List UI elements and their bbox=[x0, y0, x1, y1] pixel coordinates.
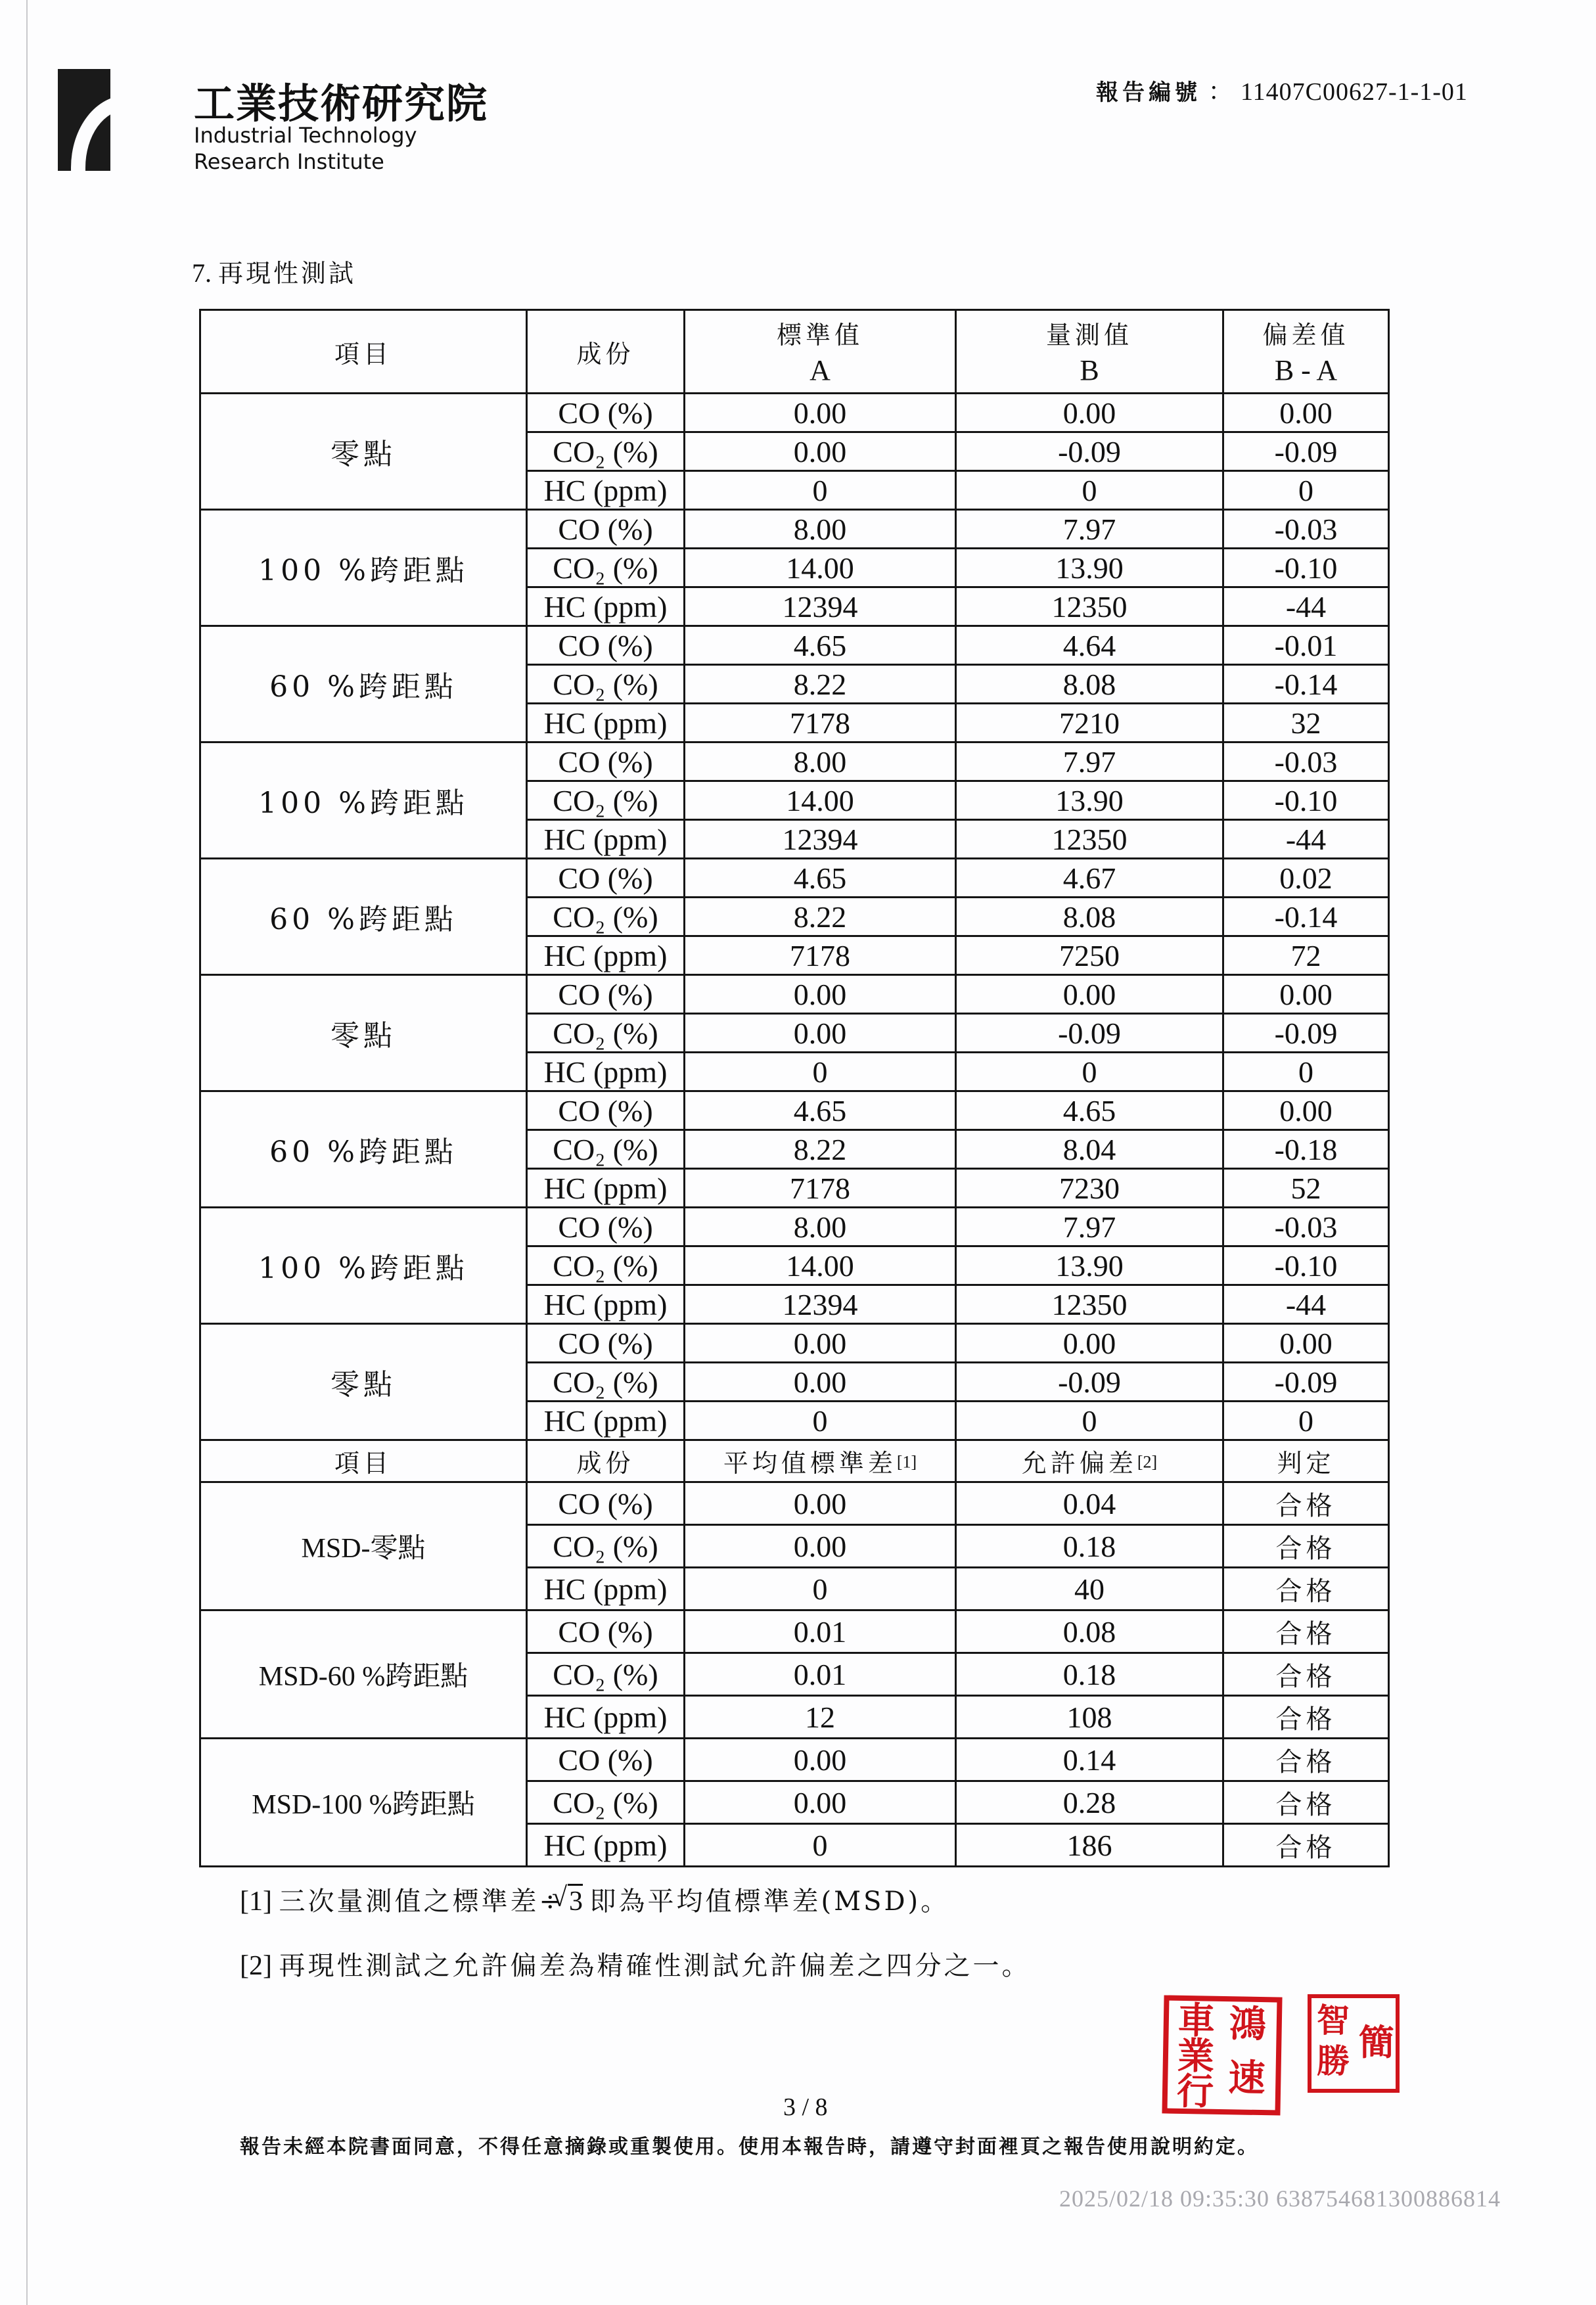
table-row bbox=[200, 859, 1389, 898]
deviation-value-cell: 0.00 bbox=[1223, 1091, 1389, 1130]
deviation-value-cell: -0.01 bbox=[1223, 626, 1389, 665]
measured-value-cell: 12350 bbox=[956, 1285, 1223, 1324]
report-number-label: 報告編號 bbox=[1096, 80, 1201, 106]
group-item-label: 零點 bbox=[200, 975, 527, 1091]
standard-value-cell: 4.65 bbox=[685, 1091, 956, 1130]
org-name-cn: 工業技術研究院 bbox=[194, 80, 489, 127]
deviation-value-cell: -0.18 bbox=[1223, 1130, 1389, 1169]
deviation-value-cell: -0.03 bbox=[1223, 510, 1389, 549]
footnote-1 bbox=[240, 1881, 949, 1918]
table-header-row bbox=[200, 310, 1389, 394]
standard-value-cell: 4.65 bbox=[685, 626, 956, 665]
verdict-cell: 合格 bbox=[1223, 1525, 1389, 1568]
header2-tolerance-ref: [2] bbox=[1137, 1452, 1158, 1472]
verdict-cell: 合格 bbox=[1223, 1824, 1389, 1867]
component-cell: CO (%) bbox=[527, 626, 685, 665]
standard-value-cell: 0.00 bbox=[685, 1363, 956, 1402]
deviation-value-cell: 0.00 bbox=[1223, 975, 1389, 1014]
section-title bbox=[192, 253, 356, 289]
personal-seal-stamp bbox=[1308, 1994, 1400, 2093]
measured-value-cell: 0 bbox=[956, 471, 1223, 510]
standard-value-cell: 8.22 bbox=[685, 898, 956, 936]
deviation-value-cell: -0.09 bbox=[1223, 432, 1389, 471]
deviation-value-cell: 0.00 bbox=[1223, 394, 1389, 432]
seal-char: 鴻 bbox=[1229, 2002, 1267, 2047]
table-row bbox=[200, 626, 1389, 665]
component-cell: CO₂ (%) bbox=[527, 1130, 685, 1169]
table-row bbox=[200, 1739, 1389, 1781]
deviation-value-cell: 0 bbox=[1223, 1402, 1389, 1440]
verdict-cell: 合格 bbox=[1223, 1781, 1389, 1824]
table-row bbox=[200, 1091, 1389, 1130]
msd-group-label: MSD-60 %跨距點 bbox=[200, 1610, 527, 1739]
component-cell: CO₂ (%) bbox=[527, 549, 685, 587]
header-deviation-sub: B - A bbox=[1274, 354, 1338, 386]
verdict-cell: 合格 bbox=[1223, 1482, 1389, 1525]
component-cell: CO₂ (%) bbox=[527, 1653, 685, 1696]
header-measured bbox=[956, 310, 1223, 394]
measured-value-cell: 7.97 bbox=[956, 1208, 1223, 1246]
msd-value-cell: 0.01 bbox=[685, 1653, 956, 1696]
header2-msd bbox=[685, 1440, 956, 1482]
component-cell: HC (ppm) bbox=[527, 1402, 685, 1440]
tolerance-value-cell: 0.28 bbox=[956, 1781, 1223, 1824]
header2-item: 項目 bbox=[200, 1440, 527, 1482]
reproducibility-table bbox=[199, 309, 1390, 1867]
org-name-en bbox=[194, 122, 417, 175]
sqrt-symbol bbox=[568, 1884, 583, 1917]
header2-tolerance bbox=[956, 1440, 1223, 1482]
group-item-label: 60 %跨距點 bbox=[200, 859, 527, 975]
measured-value-cell: 0.00 bbox=[956, 975, 1223, 1014]
group-item-label: 100 %跨距點 bbox=[200, 510, 527, 626]
verdict-cell: 合格 bbox=[1223, 1610, 1389, 1653]
deviation-value-cell: 72 bbox=[1223, 936, 1389, 975]
standard-value-cell: 8.00 bbox=[685, 742, 956, 781]
standard-value-cell: 0 bbox=[685, 1053, 956, 1091]
measured-value-cell: 7210 bbox=[956, 704, 1223, 742]
header2-msd-ref: [1] bbox=[896, 1452, 917, 1472]
standard-value-cell: 14.00 bbox=[685, 1246, 956, 1285]
verdict-cell: 合格 bbox=[1223, 1696, 1389, 1739]
verdict-cell: 合格 bbox=[1223, 1653, 1389, 1696]
company-seal-stamp bbox=[1162, 1995, 1282, 2115]
deviation-value-cell: 0 bbox=[1223, 1053, 1389, 1091]
group-item-label: 100 %跨距點 bbox=[200, 742, 527, 859]
header2-verdict: 判定 bbox=[1223, 1440, 1389, 1482]
standard-value-cell: 8.00 bbox=[685, 510, 956, 549]
table-row bbox=[200, 1610, 1389, 1653]
component-cell: CO (%) bbox=[527, 1482, 685, 1525]
component-cell: CO₂ (%) bbox=[527, 665, 685, 704]
tolerance-value-cell: 0.18 bbox=[956, 1525, 1223, 1568]
deviation-value-cell: -0.14 bbox=[1223, 898, 1389, 936]
component-cell: CO (%) bbox=[527, 1324, 685, 1363]
measured-value-cell: 0 bbox=[956, 1402, 1223, 1440]
msd-group-label: MSD-零點 bbox=[200, 1482, 527, 1610]
component-cell: CO (%) bbox=[527, 1739, 685, 1781]
component-cell: HC (ppm) bbox=[527, 1568, 685, 1610]
standard-value-cell: 14.00 bbox=[685, 549, 956, 587]
component-cell: HC (ppm) bbox=[527, 471, 685, 510]
tolerance-value-cell: 0.18 bbox=[956, 1653, 1223, 1696]
msd-value-cell: 0.00 bbox=[685, 1781, 956, 1824]
sqrt-radicand: 3 bbox=[569, 1886, 583, 1917]
table-row bbox=[200, 1482, 1389, 1525]
component-cell: CO (%) bbox=[527, 1208, 685, 1246]
measured-value-cell: 7250 bbox=[956, 936, 1223, 975]
seal-char: 業 bbox=[1177, 2034, 1215, 2078]
standard-value-cell: 14.00 bbox=[685, 781, 956, 820]
measured-value-cell: 8.08 bbox=[956, 898, 1223, 936]
tolerance-value-cell: 40 bbox=[956, 1568, 1223, 1610]
msd-value-cell: 12 bbox=[685, 1696, 956, 1739]
measured-value-cell: 7.97 bbox=[956, 510, 1223, 549]
deviation-value-cell: -44 bbox=[1223, 820, 1389, 859]
component-cell: HC (ppm) bbox=[527, 820, 685, 859]
header2-msd-label: 平均值標準差 bbox=[723, 1449, 897, 1478]
deviation-value-cell: 0.02 bbox=[1223, 859, 1389, 898]
component-cell: HC (ppm) bbox=[527, 1696, 685, 1739]
component-cell: HC (ppm) bbox=[527, 1169, 685, 1208]
standard-value-cell: 0 bbox=[685, 471, 956, 510]
seal-char: 勝 bbox=[1317, 2042, 1350, 2080]
component-cell: CO₂ (%) bbox=[527, 898, 685, 936]
seal-char: 速 bbox=[1227, 2056, 1265, 2101]
measured-value-cell: 0 bbox=[956, 1053, 1223, 1091]
measured-value-cell: 8.08 bbox=[956, 665, 1223, 704]
footnote-2-ref: [2] bbox=[240, 1951, 272, 1981]
group-item-label: 60 %跨距點 bbox=[200, 1091, 527, 1208]
print-timestamp: 2025/02/18 09:35:30 638754681300886814 bbox=[1059, 2185, 1501, 2212]
footnote-1-text-after: 即為平均值標準差(MSD)。 bbox=[589, 1886, 950, 1917]
group-item-label: 零點 bbox=[200, 1324, 527, 1440]
component-cell: CO (%) bbox=[527, 859, 685, 898]
itri-logo-icon bbox=[58, 69, 110, 171]
deviation-value-cell: -0.14 bbox=[1223, 665, 1389, 704]
deviation-value-cell: 32 bbox=[1223, 704, 1389, 742]
deviation-value-cell: 0 bbox=[1223, 471, 1389, 510]
measured-value-cell: 13.90 bbox=[956, 1246, 1223, 1285]
component-cell: CO (%) bbox=[527, 1091, 685, 1130]
component-cell: CO (%) bbox=[527, 510, 685, 549]
standard-value-cell: 12394 bbox=[685, 820, 956, 859]
standard-value-cell: 0.00 bbox=[685, 975, 956, 1014]
component-cell: CO₂ (%) bbox=[527, 1246, 685, 1285]
header-deviation-label: 偏差值 bbox=[1262, 321, 1350, 350]
measured-value-cell: 13.90 bbox=[956, 781, 1223, 820]
group-item-label: 60 %跨距點 bbox=[200, 626, 527, 742]
header-measured-label: 量測值 bbox=[1045, 321, 1133, 350]
measured-value-cell: 7230 bbox=[956, 1169, 1223, 1208]
deviation-value-cell: -44 bbox=[1223, 1285, 1389, 1324]
component-cell: CO₂ (%) bbox=[527, 1781, 685, 1824]
standard-value-cell: 0.00 bbox=[685, 432, 956, 471]
deviation-value-cell: -0.10 bbox=[1223, 781, 1389, 820]
footnote-1-ref: [1] bbox=[240, 1886, 272, 1917]
msd-value-cell: 0.00 bbox=[685, 1739, 956, 1781]
group-item-label: 100 %跨距點 bbox=[200, 1208, 527, 1324]
component-cell: HC (ppm) bbox=[527, 1053, 685, 1091]
component-cell: HC (ppm) bbox=[527, 704, 685, 742]
measured-value-cell: 7.97 bbox=[956, 742, 1223, 781]
component-cell: CO (%) bbox=[527, 1610, 685, 1653]
footnote-1-text-before: 三次量測值之標準差÷ bbox=[279, 1886, 564, 1917]
measured-value-cell: -0.09 bbox=[956, 1363, 1223, 1402]
deviation-value-cell: -0.09 bbox=[1223, 1014, 1389, 1053]
measured-value-cell: 4.67 bbox=[956, 859, 1223, 898]
standard-value-cell: 12394 bbox=[685, 587, 956, 626]
component-cell: CO (%) bbox=[527, 394, 685, 432]
msd-value-cell: 0.00 bbox=[685, 1482, 956, 1525]
measured-value-cell: -0.09 bbox=[956, 1014, 1223, 1053]
tolerance-value-cell: 186 bbox=[956, 1824, 1223, 1867]
org-name-en-line1: Industrial Technology bbox=[194, 123, 417, 148]
component-cell: HC (ppm) bbox=[527, 1285, 685, 1324]
seal-char: 簡 bbox=[1359, 2021, 1394, 2063]
component-cell: CO₂ (%) bbox=[527, 1525, 685, 1568]
section-title-text: 再現性測試 bbox=[218, 259, 357, 288]
header-deviation bbox=[1223, 310, 1389, 394]
standard-value-cell: 8.22 bbox=[685, 665, 956, 704]
measured-value-cell: 4.65 bbox=[956, 1091, 1223, 1130]
deviation-value-cell: 0.00 bbox=[1223, 1324, 1389, 1363]
table-row bbox=[200, 394, 1389, 432]
table-row bbox=[200, 510, 1389, 549]
group-item-label: 零點 bbox=[200, 394, 527, 510]
standard-value-cell: 7178 bbox=[685, 1169, 956, 1208]
footnote-2-text: 再現性測試之允許偏差為精確性測試允許偏差之四分之一。 bbox=[279, 1951, 1031, 1981]
scan-edge-line bbox=[26, 0, 28, 2305]
report-number-sep: ： bbox=[1208, 78, 1234, 106]
component-cell: HC (ppm) bbox=[527, 587, 685, 626]
tolerance-value-cell: 108 bbox=[956, 1696, 1223, 1739]
msd-value-cell: 0.00 bbox=[685, 1525, 956, 1568]
table-header-row-2 bbox=[200, 1440, 1389, 1482]
msd-value-cell: 0 bbox=[685, 1568, 956, 1610]
standard-value-cell: 0.00 bbox=[685, 394, 956, 432]
measured-value-cell: -0.09 bbox=[956, 432, 1223, 471]
page-number: 3 / 8 bbox=[783, 2093, 828, 2121]
measured-value-cell: 13.90 bbox=[956, 549, 1223, 587]
deviation-value-cell: 52 bbox=[1223, 1169, 1389, 1208]
header-component: 成份 bbox=[527, 310, 685, 394]
verdict-cell: 合格 bbox=[1223, 1568, 1389, 1610]
component-cell: CO (%) bbox=[527, 742, 685, 781]
table-row bbox=[200, 742, 1389, 781]
deviation-value-cell: -44 bbox=[1223, 587, 1389, 626]
standard-value-cell: 0.00 bbox=[685, 1014, 956, 1053]
header-standard-sub: A bbox=[809, 354, 831, 386]
table-row bbox=[200, 975, 1389, 1014]
disclaimer-text: 報告未經本院書面同意，不得任意摘錄或重製使用。使用本報告時，請遵守封面裡頁之報告使用說明約定。 bbox=[240, 2135, 1259, 2158]
header2-component: 成份 bbox=[527, 1440, 685, 1482]
component-cell: CO (%) bbox=[527, 975, 685, 1014]
verdict-cell: 合格 bbox=[1223, 1739, 1389, 1781]
component-cell: CO₂ (%) bbox=[527, 1363, 685, 1402]
header-item: 項目 bbox=[200, 310, 527, 394]
seal-char: 車 bbox=[1177, 1998, 1216, 2043]
measured-value-cell: 0.00 bbox=[956, 1324, 1223, 1363]
header-standard-label: 標準值 bbox=[776, 321, 863, 350]
deviation-value-cell: -0.03 bbox=[1223, 1208, 1389, 1246]
component-cell: CO₂ (%) bbox=[527, 432, 685, 471]
table-row bbox=[200, 1324, 1389, 1363]
standard-value-cell: 8.22 bbox=[685, 1130, 956, 1169]
measured-value-cell: 8.04 bbox=[956, 1130, 1223, 1169]
measured-value-cell: 4.64 bbox=[956, 626, 1223, 665]
measured-value-cell: 12350 bbox=[956, 587, 1223, 626]
header-measured-sub: B bbox=[1080, 354, 1099, 386]
standard-value-cell: 0 bbox=[685, 1402, 956, 1440]
standard-value-cell: 8.00 bbox=[685, 1208, 956, 1246]
measured-value-cell: 12350 bbox=[956, 820, 1223, 859]
standard-value-cell: 12394 bbox=[685, 1285, 956, 1324]
deviation-value-cell: -0.10 bbox=[1223, 549, 1389, 587]
report-number-value: 11407C00627-1-1-01 bbox=[1241, 78, 1468, 106]
header-standard bbox=[685, 310, 956, 394]
component-cell: CO₂ (%) bbox=[527, 781, 685, 820]
component-cell: CO₂ (%) bbox=[527, 1014, 685, 1053]
tolerance-value-cell: 0.08 bbox=[956, 1610, 1223, 1653]
standard-value-cell: 0.00 bbox=[685, 1324, 956, 1363]
org-name-en-line2: Research Institute bbox=[194, 149, 384, 174]
component-cell: HC (ppm) bbox=[527, 1824, 685, 1867]
deviation-value-cell: -0.09 bbox=[1223, 1363, 1389, 1402]
component-cell: HC (ppm) bbox=[527, 936, 685, 975]
standard-value-cell: 7178 bbox=[685, 704, 956, 742]
msd-value-cell: 0.01 bbox=[685, 1610, 956, 1653]
measured-value-cell: 0.00 bbox=[956, 394, 1223, 432]
deviation-value-cell: -0.10 bbox=[1223, 1246, 1389, 1285]
report-number bbox=[1096, 71, 1468, 107]
msd-group-label: MSD-100 %跨距點 bbox=[200, 1739, 527, 1867]
standard-value-cell: 4.65 bbox=[685, 859, 956, 898]
table-row bbox=[200, 1208, 1389, 1246]
tolerance-value-cell: 0.14 bbox=[956, 1739, 1223, 1781]
seal-char: 行 bbox=[1176, 2069, 1214, 2114]
deviation-value-cell: -0.03 bbox=[1223, 742, 1389, 781]
footnote-2 bbox=[240, 1945, 1030, 1982]
seal-char: 智 bbox=[1317, 2001, 1350, 2040]
header2-tolerance-label: 允許偏差 bbox=[1021, 1449, 1137, 1478]
msd-value-cell: 0 bbox=[685, 1824, 956, 1867]
standard-value-cell: 7178 bbox=[685, 936, 956, 975]
tolerance-value-cell: 0.04 bbox=[956, 1482, 1223, 1525]
section-number: 7. bbox=[192, 258, 212, 288]
